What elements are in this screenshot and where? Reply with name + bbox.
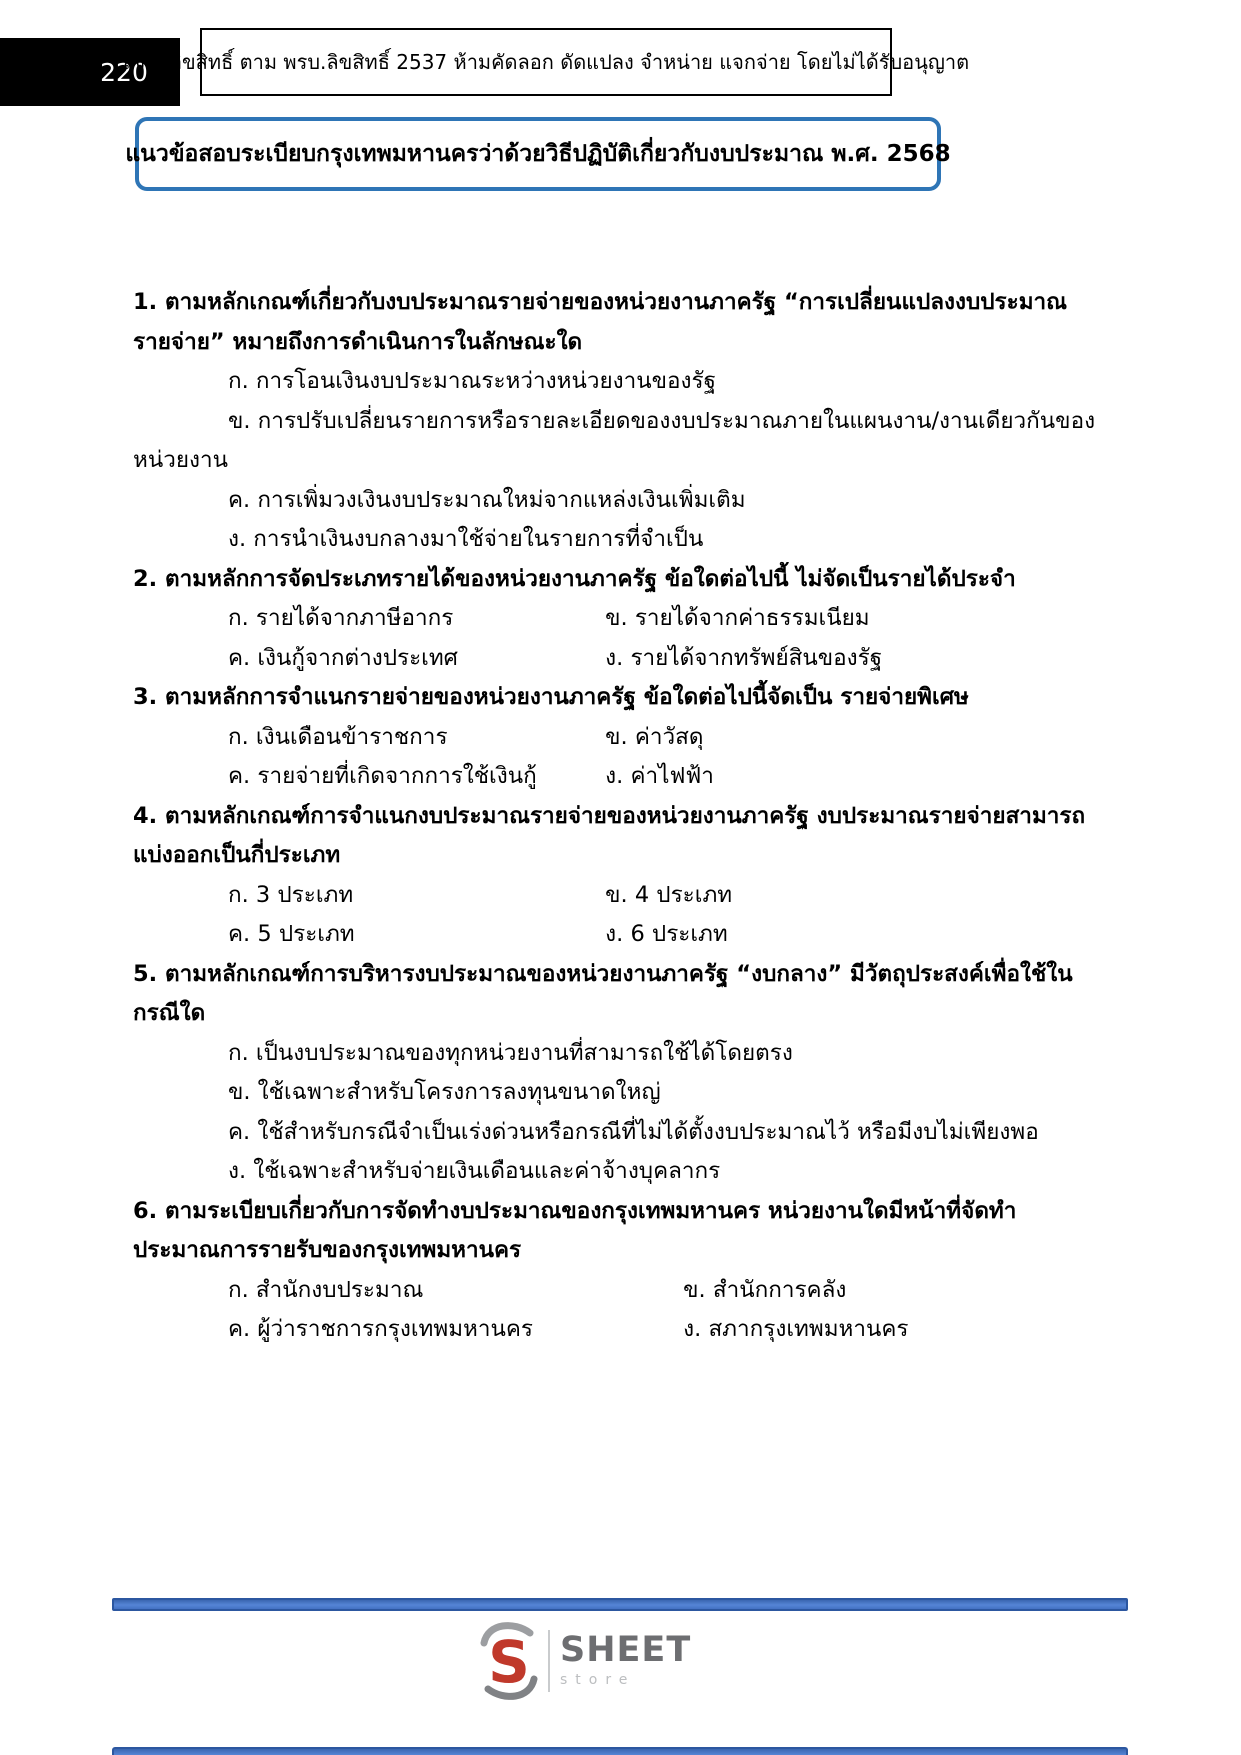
question-5-line-2: กรณีใด [133, 1000, 206, 1026]
question-4-option-a: ก. 3 ประเภท [228, 881, 354, 908]
question-5-line-1: 5. ตามหลักเกณฑ์การบริหารงบประมาณของหน่วยงานภาครัฐ “งบกลาง” มีวัตถุประสงค์เพื่อใช้ใน [133, 960, 1073, 987]
question-4-option-d: ง. 6 ประเภท [605, 921, 728, 947]
question-2-options-row-1 [133, 599, 1133, 639]
sheet-store-logo-icon [478, 1621, 540, 1701]
question-4-option-b: ข. 4 ประเภท [605, 881, 733, 908]
question-3-option-d: ง. ค่าไฟฟ้า [605, 763, 714, 789]
question-6-options-row-1 [133, 1271, 1133, 1311]
question-6-line-2: ประมาณการรายรับของกรุงเทพมหานคร [133, 1237, 522, 1263]
question-3-option-c: ค. รายจ่ายที่เกิดจากการใช้เงินกู้ [228, 763, 537, 789]
question-6-option-b: ข. สำนักการคลัง [683, 1276, 847, 1303]
question-2-option-c: ค. เงินกู้จากต่างประเทศ [228, 644, 458, 671]
question-1-option-d: ง. การนำเงินงบกลางมาใช้จ่ายในรายการที่จำเป็น [228, 526, 704, 552]
question-3-options-row-2 [133, 757, 1133, 797]
question-4-options-row-2 [133, 915, 1133, 955]
question-2-line-1: 2. ตามหลักการจัดประเภทรายได้ของหน่วยงานภาครัฐ ข้อใดต่อไปนี้ ไม่จัดเป็นรายได้ประจำ [133, 565, 1016, 592]
question-6-line-1: 6. ตามระเบียบเกี่ยวกับการจัดทำงบประมาณของกรุงเทพมหานคร หน่วยงานใดมีหน้าที่จัดทำ [133, 1197, 1017, 1224]
logo-divider [548, 1630, 550, 1692]
copyright-text: สงวนลิขสิทธิ์ ตาม พรบ.ลิขสิทธิ์ 2537 ห้ามคัดลอก ดัดแปลง จำหน่าย แจกจ่าย โดยไม่ได้รับอนุญาต [122, 50, 970, 74]
sheet-store-logo [478, 1620, 691, 1702]
question-3-option-a: ก. เงินเดือนข้าราชการ [228, 723, 448, 750]
question-5-option-c: ค. ใช้สำหรับกรณีจำเป็นเร่งด่วนหรือกรณีที่ไม่ได้ตั้งงบประมาณไว้ หรือมีงบไม่เพียงพอ [228, 1118, 1039, 1145]
question-6-options-row-2 [133, 1310, 1133, 1350]
footer-divider-rule [112, 1598, 1128, 1611]
logo-text-store: store [560, 1672, 636, 1688]
question-2-option-b: ข. รายได้จากค่าธรรมเนียม [605, 605, 870, 631]
question-1-option-a: ก. การโอนเงินงบประมาณระหว่างหน่วยงานของรัฐ [228, 368, 717, 394]
bottom-edge-rule [112, 1747, 1128, 1755]
question-1-line-1: 1. ตามหลักเกณฑ์เกี่ยวกับงบประมาณรายจ่ายของหน่วยงานภาครัฐ “การเปลี่ยนแปลงงบประมาณ [133, 289, 1068, 315]
question-1-option-b: ข. การปรับเปลี่ยนรายการหรือรายละเอียดของงบประมาณภายในแผนงาน/งานเดียวกันของ [228, 407, 1096, 434]
question-1-line-2: รายจ่าย” หมายถึงการดำเนินการในลักษณะใด [133, 328, 583, 355]
logo-text-sheet: SHEET [560, 1630, 692, 1670]
questions-block [133, 283, 1133, 1350]
svg-text:S: S [488, 1628, 530, 1696]
question-4-options-row-1 [133, 876, 1133, 916]
question-5-option-b: ข. ใช้เฉพาะสำหรับโครงการลงทุนขนาดใหญ่ [228, 1079, 661, 1105]
question-4-line-2: แบ่งออกเป็นกี่ประเภท [133, 842, 341, 868]
question-1-option-b-continuation: หน่วยงาน [133, 447, 229, 473]
question-6-option-d: ง. สภากรุงเทพมหานคร [683, 1316, 909, 1342]
question-6-option-a: ก. สำนักงบประมาณ [228, 1276, 424, 1303]
logo-wordmark [560, 1632, 691, 1690]
question-2-option-d: ง. รายได้จากทรัพย์สินของรัฐ [605, 644, 883, 671]
exam-title: แนวข้อสอบระเบียบกรุงเทพมหานครว่าด้วยวิธีปฏิบัติเกี่ยวกับงบประมาณ พ.ศ. 2568 [125, 141, 951, 167]
question-1-option-c: ค. การเพิ่มวงเงินงบประมาณใหม่จากแหล่งเงินเพิ่มเติม [228, 486, 746, 513]
question-5-option-d: ง. ใช้เฉพาะสำหรับจ่ายเงินเดือนและค่าจ้างบุคลากร [228, 1158, 721, 1184]
question-3-option-b: ข. ค่าวัสดุ [605, 723, 704, 750]
question-6-option-c: ค. ผู้ว่าราชการกรุงเทพมหานคร [228, 1316, 534, 1342]
question-2-options-row-2 [133, 639, 1133, 679]
question-5-option-a: ก. เป็นงบประมาณของทุกหน่วยงานที่สามารถใช้ได้โดยตรง [228, 1039, 793, 1066]
question-3-line-1: 3. ตามหลักการจำแนกรายจ่ายของหน่วยงานภาครัฐ ข้อใดต่อไปนี้จัดเป็น รายจ่ายพิเศษ [133, 684, 969, 710]
question-2-option-a: ก. รายได้จากภาษีอากร [228, 605, 454, 631]
question-3-options-row-1 [133, 718, 1133, 758]
page-number: 220 [100, 57, 148, 87]
question-4-line-1: 4. ตามหลักเกณฑ์การจำแนกงบประมาณรายจ่ายของหน่วยงานภาครัฐ งบประมาณรายจ่ายสามารถ [133, 802, 1086, 829]
exam-title-box [125, 117, 951, 191]
question-4-option-c: ค. 5 ประเภท [228, 921, 355, 947]
